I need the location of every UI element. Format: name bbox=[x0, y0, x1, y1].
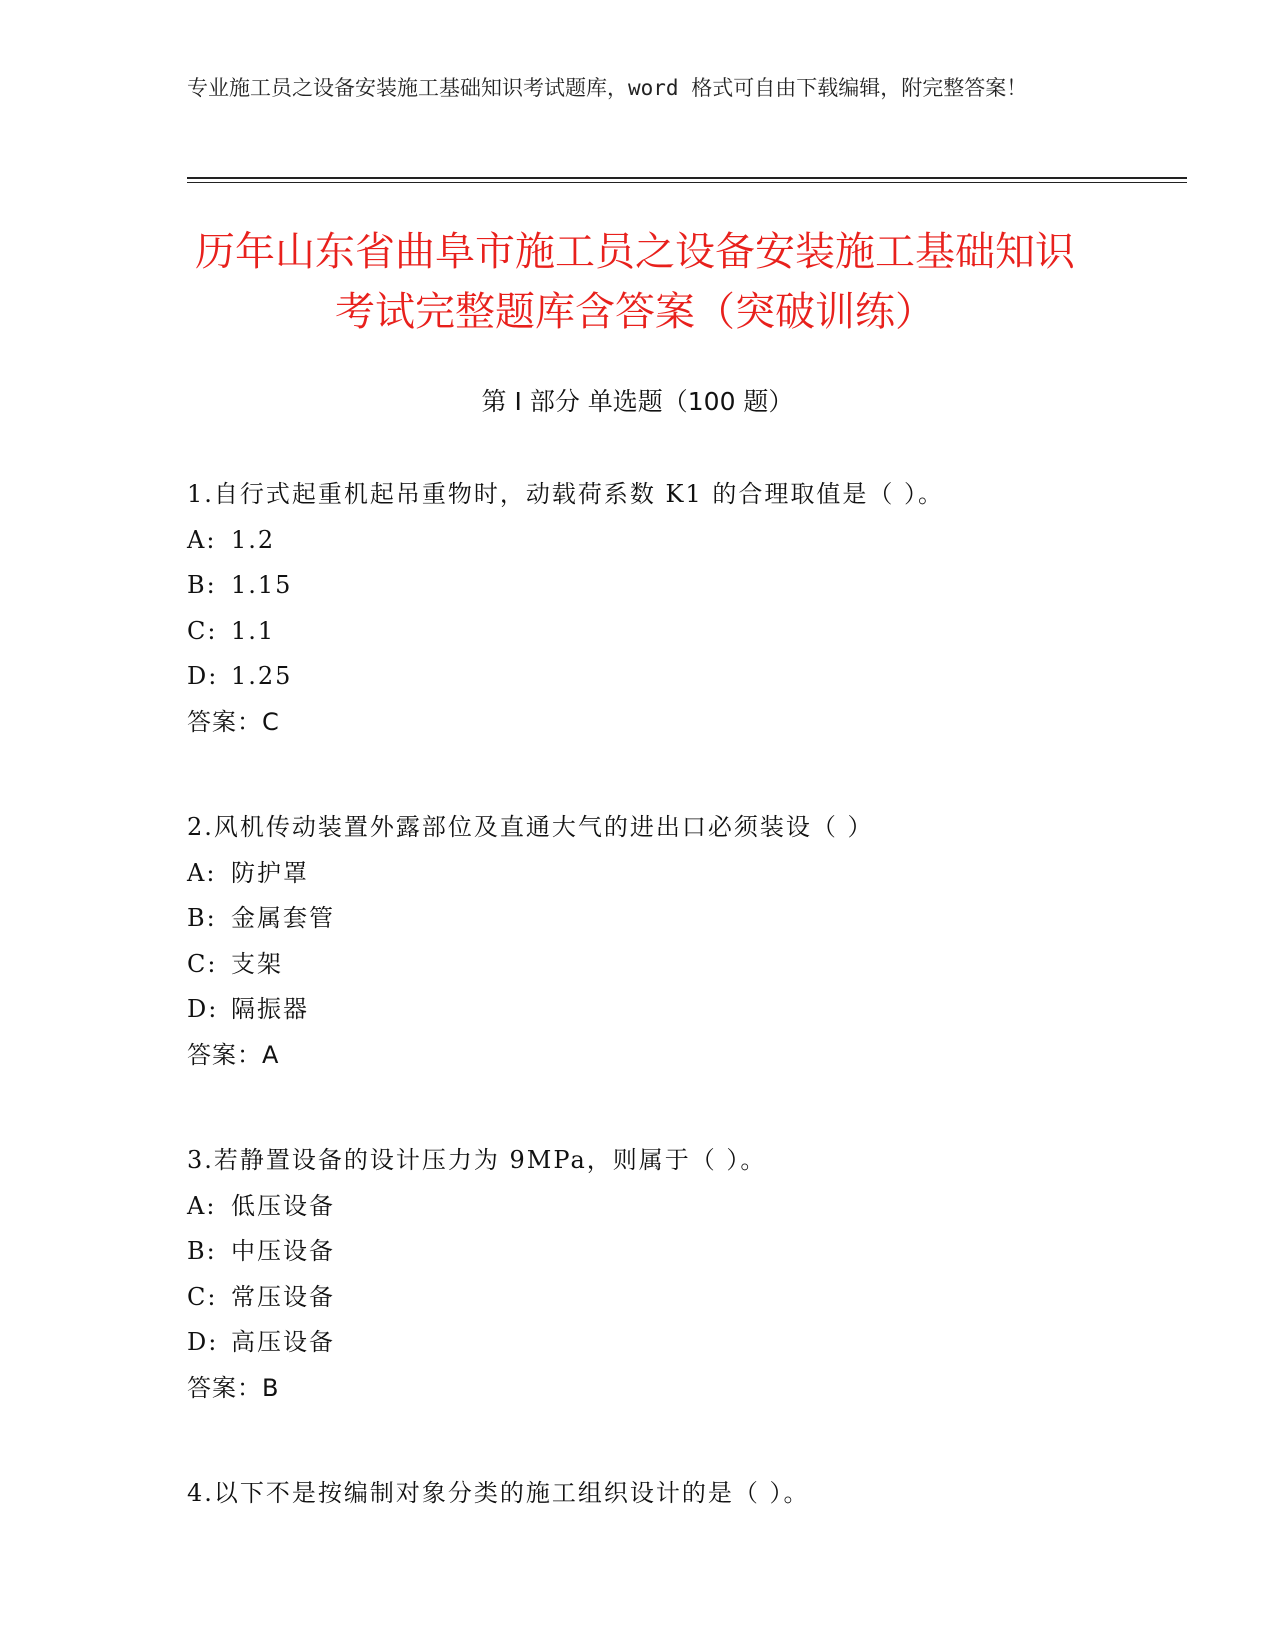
question-text: 1.自行式起重机起吊重物时，动载荷系数 K1 的合理取值是（ ）。 bbox=[187, 480, 944, 508]
option-d bbox=[187, 1320, 1087, 1366]
answer-label: 答案： bbox=[187, 707, 262, 736]
option-d bbox=[187, 987, 1087, 1033]
document-title: 历年山东省曲阜市施工员之设备安装施工基础知识考试完整题库含答案（突破训练） bbox=[195, 229, 1075, 335]
option-b bbox=[187, 896, 1087, 942]
option-letter: D: bbox=[187, 662, 219, 690]
option-c bbox=[187, 609, 1087, 655]
question-list bbox=[187, 472, 1087, 1577]
question-1 bbox=[187, 472, 1087, 745]
option-text: 支架 bbox=[231, 949, 283, 978]
option-text: 中压设备 bbox=[231, 1237, 335, 1265]
option-text: 高压设备 bbox=[231, 1328, 335, 1356]
option-a bbox=[187, 851, 1087, 897]
option-letter: B: bbox=[187, 1237, 217, 1265]
header-divider-thin bbox=[187, 182, 1187, 183]
option-text: 隔振器 bbox=[231, 995, 309, 1023]
header-note: 专业施工员之设备安装施工基础知识考试题库，word 格式可自由下载编辑，附完整答案！ bbox=[187, 76, 1028, 100]
option-a bbox=[187, 518, 1087, 564]
answer-line bbox=[187, 1366, 1087, 1412]
question-text: 4.以下不是按编制对象分类的施工组织设计的是（ ）。 bbox=[187, 1479, 810, 1507]
option-text: 1.25 bbox=[231, 662, 293, 690]
option-letter: C: bbox=[187, 949, 218, 978]
question-text: 2.风机传动装置外露部位及直通大气的进出口必须装设（ ） bbox=[187, 813, 874, 841]
option-text: 1.1 bbox=[231, 616, 276, 645]
option-a bbox=[187, 1184, 1087, 1230]
header-divider bbox=[187, 177, 1187, 179]
option-letter: B: bbox=[187, 571, 217, 599]
option-text: 低压设备 bbox=[231, 1191, 335, 1220]
option-c bbox=[187, 1275, 1087, 1321]
option-d bbox=[187, 654, 1087, 700]
answer-line bbox=[187, 1033, 1087, 1079]
option-b bbox=[187, 563, 1087, 609]
option-b bbox=[187, 1229, 1087, 1275]
option-text: 防护罩 bbox=[231, 858, 309, 887]
question-3 bbox=[187, 1138, 1087, 1411]
option-letter: A: bbox=[187, 858, 217, 887]
answer-line bbox=[187, 700, 1087, 746]
question-2 bbox=[187, 805, 1087, 1078]
option-c bbox=[187, 942, 1087, 988]
option-text: 1.15 bbox=[231, 571, 293, 599]
answer-value: A bbox=[262, 1040, 280, 1069]
question-4 bbox=[187, 1471, 1087, 1517]
option-letter: B: bbox=[187, 904, 217, 932]
option-letter: A: bbox=[187, 525, 217, 554]
option-letter: C: bbox=[187, 616, 218, 645]
answer-value: C bbox=[262, 707, 280, 736]
option-letter: D: bbox=[187, 995, 219, 1023]
question-text: 3.若静置设备的设计压力为 9MPa，则属于（ ）。 bbox=[187, 1146, 767, 1174]
answer-label: 答案： bbox=[187, 1040, 262, 1069]
option-letter: D: bbox=[187, 1328, 219, 1356]
section-title: 第 I 部分 单选题（100 题） bbox=[481, 387, 794, 416]
option-text: 常压设备 bbox=[231, 1282, 335, 1311]
answer-label: 答案： bbox=[187, 1373, 262, 1402]
answer-value: B bbox=[262, 1373, 280, 1402]
option-text: 1.2 bbox=[231, 525, 276, 554]
option-letter: A: bbox=[187, 1191, 217, 1220]
option-letter: C: bbox=[187, 1282, 218, 1311]
option-text: 金属套管 bbox=[231, 904, 335, 932]
